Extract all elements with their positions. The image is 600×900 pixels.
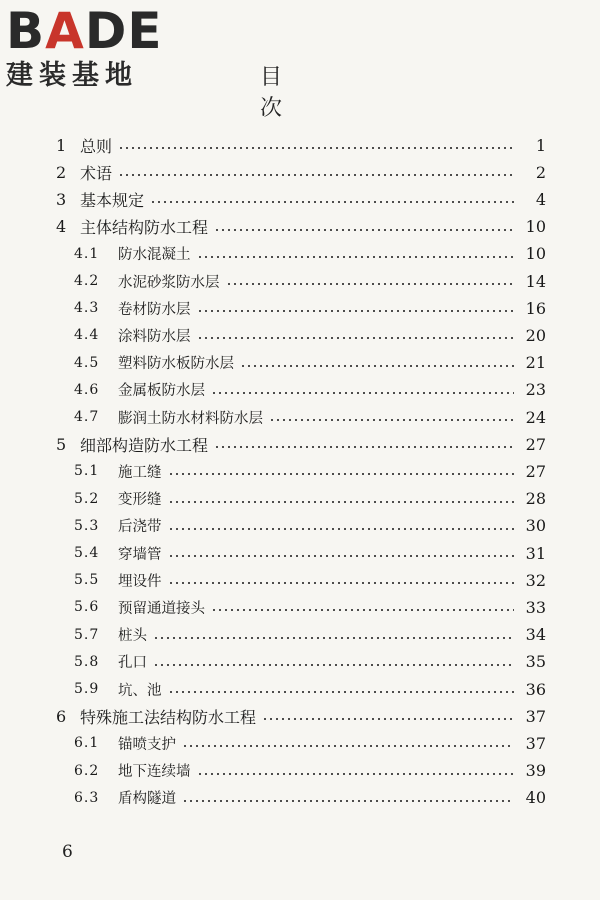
toc-entry-page: 32 [525,570,546,590]
toc-leader-dots [214,446,514,448]
toc-leader-dots [269,419,514,421]
toc-leader-dots [150,201,514,203]
toc-entry[interactable] [56,214,546,240]
toc-entry-label: 涂料防水层 [118,328,191,345]
toc-entry[interactable] [56,486,546,512]
toc-entry-number: 5.3 [74,517,100,534]
toc-entry-label: 主体结构防水工程 [80,218,209,238]
toc-leader-dots [262,718,514,720]
toc-leader-dots [168,473,515,475]
toc-entry-number: 5 [56,434,67,454]
toc-entry[interactable] [56,431,546,457]
toc-leader-dots [118,147,514,149]
toc-entry-page: 27 [525,461,546,481]
toc-entry-page: 36 [525,679,546,699]
toc-leader-dots [168,555,515,557]
toc-entry[interactable] [56,567,546,593]
toc-leader-dots [182,800,514,802]
toc-entry-page: 20 [525,325,546,345]
toc-entry[interactable] [56,703,546,729]
toc-entry-page: 10 [525,217,546,237]
toc-entry[interactable] [56,377,546,403]
toc-entry-number: 5.6 [74,599,100,616]
toc-entry[interactable] [56,513,546,539]
toc-entry-label: 后浇带 [118,519,162,536]
toc-entry[interactable] [56,622,546,648]
toc-entry-label: 锚喷支护 [118,736,176,753]
toc-entry[interactable] [56,159,546,185]
toc-entry-number: 4.5 [74,354,100,371]
toc-entry[interactable] [56,730,546,756]
toc-entry-page: 27 [525,434,546,454]
toc-entry-page: 34 [525,625,546,645]
toc-leader-dots [211,609,514,611]
toc-leader-dots [182,745,514,747]
toc-entry-label: 孔口 [118,655,147,672]
toc-leader-dots [153,664,514,666]
toc-entry[interactable] [56,132,546,158]
toc-leader-dots [168,691,515,693]
toc-entry-label: 特殊施工法结构防水工程 [80,707,257,727]
toc-entry[interactable] [56,758,546,784]
toc-entry-label: 地下连续墙 [118,764,191,781]
toc-entry-label: 基本规定 [80,190,145,210]
toc-leader-dots [197,256,515,258]
toc-entry[interactable] [56,540,546,566]
toc-leader-dots [211,392,514,394]
toc-entry-page: 39 [525,761,546,781]
toc-entry-label: 膨润土防水材料防水层 [118,410,263,427]
toc-entry-label: 埋设件 [118,573,162,590]
toc-entry[interactable] [56,785,546,811]
toc-entry-label: 总则 [80,136,113,156]
toc-entry[interactable] [56,186,546,212]
toc-leader-dots [197,773,515,775]
page-title: 目 次 [260,65,323,121]
logo-subtitle: 建装基地 [6,60,138,91]
toc-entry-page: 28 [525,489,546,509]
toc-entry[interactable] [56,295,546,321]
toc-entry-number: 6.2 [74,762,100,779]
toc-entry-page: 21 [525,353,546,373]
toc-entry-number: 5.7 [74,626,100,643]
toc-entry-label: 预留通道接头 [118,600,205,617]
toc-entry-page: 16 [525,298,546,318]
toc-entry-page: 33 [525,597,546,617]
toc-entry-label: 施工缝 [118,464,162,481]
toc-entry-page: 30 [525,516,546,536]
toc-entry-number: 6 [56,706,67,726]
toc-entry-page: 14 [525,271,546,291]
toc-leader-dots [226,283,515,285]
toc-entry-number: 5.5 [74,572,100,589]
toc-entry-number: 5.2 [74,490,100,507]
toc-entry-page: 23 [525,380,546,400]
toc-leader-dots [197,310,515,312]
toc-entry-number: 4.7 [74,409,100,425]
toc-entry-page: 31 [525,543,546,563]
logo-wordmark: BADE [6,2,163,60]
toc-entry-number: 4.4 [74,327,100,344]
toc-entry-page: 37 [525,733,546,753]
toc-entry-page: 10 [525,244,546,264]
toc-entry-label: 水泥砂浆防水层 [118,274,220,291]
toc-entry[interactable] [56,404,546,430]
toc-entry[interactable] [56,322,546,348]
toc-entry[interactable] [56,268,546,294]
toc-leader-dots [214,229,514,231]
toc-leader-dots [197,337,515,339]
toc-entry-page: 35 [525,652,546,672]
toc-entry[interactable] [56,458,546,484]
toc-entry-number: 5.4 [74,545,100,561]
toc-entry-page: 4 [535,189,546,209]
toc-entry[interactable] [56,241,546,267]
toc-entry-page: 40 [525,788,546,808]
toc-leader-dots [118,174,514,176]
toc-entry[interactable] [56,676,546,702]
toc-entry-number: 4 [56,217,67,237]
toc-entry-number: 4.3 [74,300,100,317]
toc-entry-label: 术语 [80,163,113,183]
toc-entry-label: 坑、池 [118,682,162,699]
toc-entry-number: 5.9 [74,681,100,697]
toc-entry-page: 37 [525,706,546,726]
toc-leader-dots [168,528,515,530]
toc-entry-label: 金属板防水层 [118,383,205,400]
toc-entry-number: 2 [56,162,67,182]
toc-entry-number: 5.8 [74,653,100,670]
toc-entry-number: 6.3 [74,789,100,806]
toc-entry[interactable] [56,649,546,675]
toc-entry-number: 1 [56,135,67,155]
toc-entry-label: 桩头 [118,628,147,645]
toc-entry-label: 塑料防水板防水层 [118,356,234,373]
toc-entry-label: 穿墙管 [118,546,162,563]
toc-entry-number: 3 [56,189,67,209]
toc-entry-number: 4.6 [74,381,100,398]
toc-entry-label: 细部构造防水工程 [80,435,209,455]
toc-entry-label: 防水混凝土 [118,247,191,264]
toc-entry-page: 2 [535,162,546,182]
toc-entry-label: 变形缝 [118,492,162,509]
toc-leader-dots [168,501,515,503]
toc-entry-number: 4.2 [74,273,100,289]
toc-entry[interactable] [56,594,546,620]
toc-leader-dots [240,365,514,367]
logo [6,4,176,92]
toc-entry-label: 卷材防水层 [118,301,191,318]
page-number: 6 [62,842,73,862]
toc-leader-dots [168,582,515,584]
toc-entry-page: 24 [525,407,546,427]
toc-entry-number: 4.1 [74,245,100,262]
toc-entry-page: 1 [535,135,546,155]
toc-entry-number: 6.1 [74,735,100,752]
toc-entry[interactable] [56,350,546,376]
toc-leader-dots [153,637,514,639]
toc-entry-label: 盾构隧道 [118,791,176,808]
toc-entry-number: 5.1 [74,463,100,480]
